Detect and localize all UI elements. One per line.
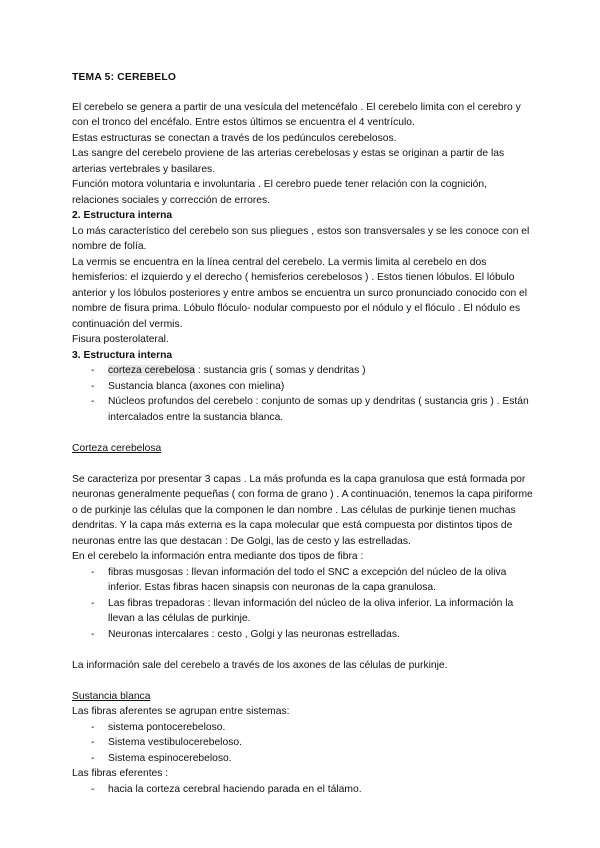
afferent-intro: Las fibras aferentes se agrupan entre sistemas: <box>72 706 290 717</box>
corteza-paragraph: La información sale del cerebelo a través de los axones de las células de purkinje. <box>72 659 448 671</box>
corteza-paragraph: Se caracteriza por presentar 3 capas . La más profunda es la capa granulosa que está formada por neuronas generalmente pequeñas ( con forma de grano ) . A continuación, tenemos la capa piriforme o de purkinje las células que la componen le dan nombre . Las células de purkinje tienen muchas dendritas. Y la capa más externa es la capa molecular que está compuesta por distintos tipos de neuronas entre las que destacan : De Golgi, las de cesto y las estrelladas. <box>72 473 533 547</box>
list-item: - Las fibras trepadoras : llevan información del núcleo de la oliva inferior. La información la llevan a las células de purkinje. <box>72 596 534 627</box>
list-item <box>72 379 534 395</box>
fibras-list <box>72 565 534 643</box>
section-3-heading: 3. Estructura interna <box>72 349 173 361</box>
list-item-text: Núcleos profundos del cerebelo : conjunto de somas up y dendritas ( sustancia gris ) . Están intercalados entre la sustancia blanca. <box>108 396 529 423</box>
corteza-paragraph: En el cerebelo la información entra mediante dos tipos de fibra : <box>72 551 364 562</box>
list-item: - fibras musgosas : llevan información del todo el SNC a excepción del núcleo de la oliva inferior. Estas fibras hacen sinapsis con neuronas de la capa granulosa. <box>72 565 534 596</box>
section-2-paragraph: Fisura posterolateral. <box>72 334 169 345</box>
list-item: - sistema pontocerebeloso. <box>72 720 534 736</box>
highlighted-term: corteza cerebelosa <box>108 365 196 376</box>
list-item <box>72 363 534 379</box>
section-3-list <box>72 363 534 425</box>
intro-paragraph: El cerebelo se genera a partir de una vesícula del metencéfalo . El cerebelo limita con el cerebro y con el tronco del encéfalo. Entre estos últimos se encuentra el 4 ventrículo. <box>72 101 521 128</box>
list-item <box>72 394 534 425</box>
corteza-heading: Corteza cerebelosa <box>72 442 162 454</box>
document-content <box>72 70 534 797</box>
section-2-heading: 2. Estructura interna <box>72 210 173 221</box>
list-item: - Sistema espinocerebeloso. <box>72 751 534 767</box>
list-item: - Sistema vestibulocerebeloso. <box>72 735 534 751</box>
intro-paragraph: Función motora voluntaria e involuntaria . El cerebro puede tener relación con la cognición, relaciones sociales y corrección de errores. <box>72 179 487 206</box>
list-item-text: : sustancia gris ( somas y dendritas ) <box>195 365 366 376</box>
efferent-list <box>72 782 534 798</box>
intro-paragraph: Las sangre del cerebelo proviene de las arterias cerebelosas y estas se originan a partir de las arterias vertebrales y basilares. <box>72 148 505 175</box>
afferent-list <box>72 720 534 767</box>
list-item: - Neuronas intercalares : cesto , Golgi y las neuronas estrelladas. <box>72 627 534 643</box>
list-item: - hacia la corteza cerebral haciendo parada en el tálamo. <box>72 782 534 798</box>
section-2-paragraph: Lo más característico del cerebelo son sus pliegues , estos son transversales y se les conoce con el nombre de folía. <box>72 225 530 252</box>
intro-paragraph: Estas estructuras se conectan a través de los pedúnculos cerebelosos. <box>72 132 397 144</box>
list-item-text: Sustancia blanca (axones con mielina) <box>108 380 285 392</box>
section-2-paragraph: La vermis se encuentra en la línea central del cerebelo. La vermis limita al cerebelo en dos hemisferios: el izquierdo y el derecho ( hemisferios cerebelosos ) . Estos tienen lóbulos. El lóbulo anterior y los lóbulos posteriores y entre ambos se encuentra un surco pronunciado conocido con el nombre de fisura prima. Lóbulo flóculo- nodular compuesto por el nódulo y el flóculo . El nódulo es continuación del vermis. <box>72 256 528 330</box>
document-title: TEMA 5: CEREBELO <box>72 72 177 83</box>
sustancia-heading: Sustancia blanca <box>72 690 151 702</box>
efferent-intro: Las fibras eferentes : <box>72 768 169 779</box>
